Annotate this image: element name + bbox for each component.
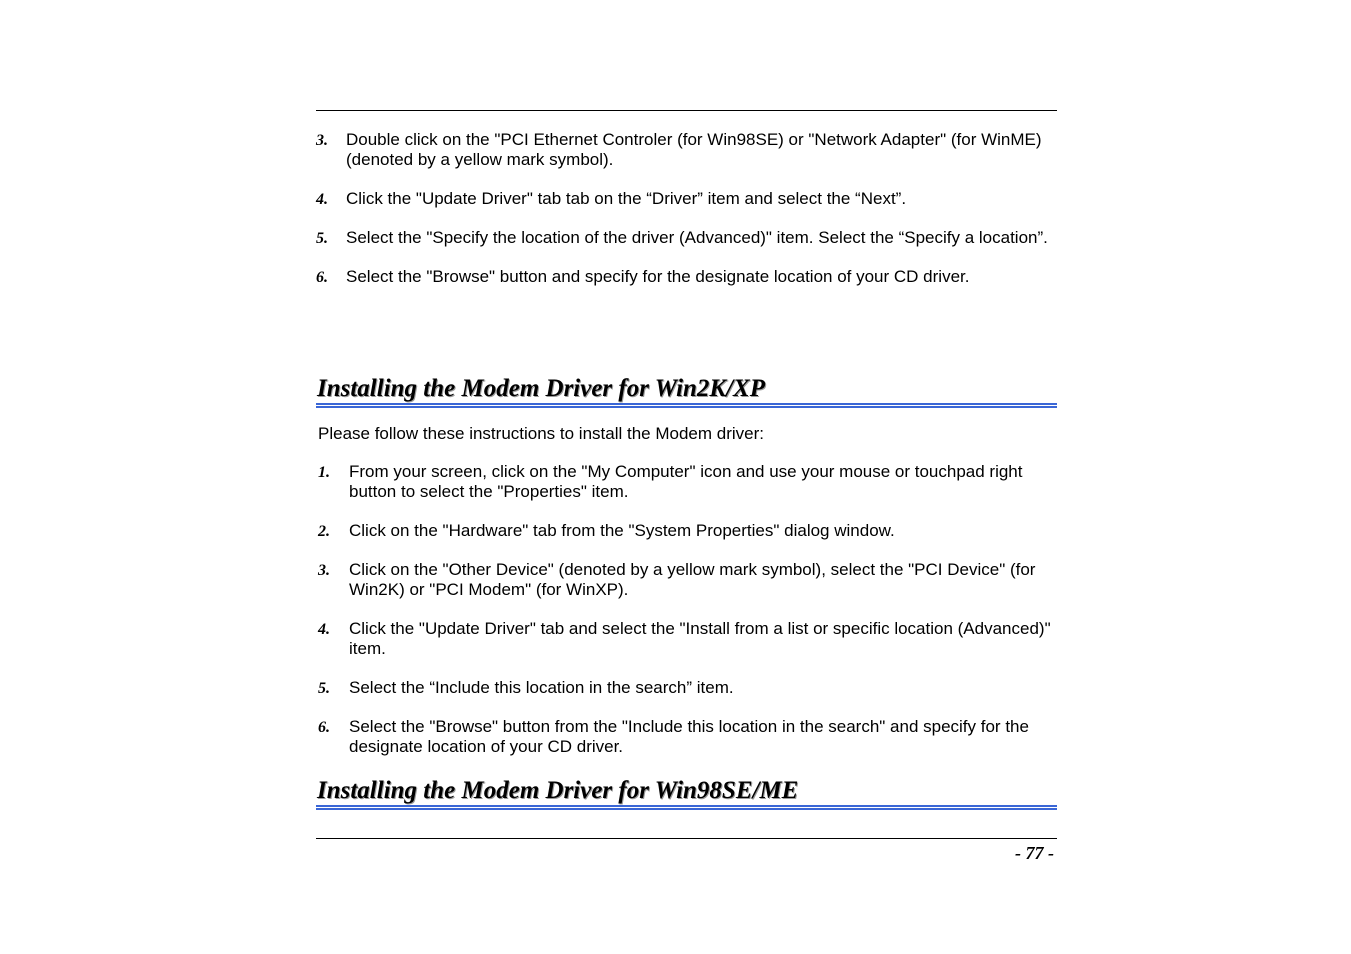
- step-text: Select the “Include this location in the search” item.: [349, 678, 734, 697]
- list-item: [316, 560, 1057, 600]
- step-text: Click the "Update Driver" tab tab on the “Driver” item and select the “Next”.: [346, 189, 907, 208]
- step-text: Click on the "Other Device" (denoted by a yellow mark symbol), select the "PCI Device" (for Win2K) or "PCI Modem" (for WinXP).: [349, 560, 1036, 599]
- list-item: [316, 267, 1057, 287]
- win98-network-steps: [316, 130, 1057, 306]
- step-text: Double click on the "PCI Ethernet Controler (for Win98SE) or "Network Adapter" (for WinME) (denoted by a yellow mark symbol).: [346, 130, 1042, 169]
- step-text: Select the "Browse" button from the "Include this location in the search" and specify for the designate location of your CD driver.: [349, 717, 1029, 756]
- step-text: From your screen, click on the "My Computer" icon and use your mouse or touchpad right button to select the "Properties" item.: [349, 462, 1023, 501]
- heading-underline: [316, 805, 1057, 810]
- footer-rule: [316, 838, 1057, 839]
- page-number: - 77 -: [1015, 843, 1054, 863]
- intro-text: Please follow these instructions to install the Modem driver:: [318, 424, 764, 443]
- step-number: 4.: [318, 621, 330, 638]
- list-item: [316, 521, 1057, 541]
- win2k-modem-steps: [316, 462, 1057, 776]
- step-text: Select the "Specify the location of the driver (Advanced)" item. Select the “Specify a location”.: [346, 228, 1048, 247]
- list-item: [316, 717, 1057, 757]
- heading-underline: [316, 403, 1057, 408]
- section-title: Installing the Modem Driver for Win98SE/ME: [317, 777, 799, 804]
- list-item: [316, 619, 1057, 659]
- section-title: Installing the Modem Driver for Win2K/XP: [317, 375, 765, 402]
- step-number: 6.: [318, 719, 330, 736]
- step-number: 3.: [318, 562, 330, 579]
- list-item: [316, 678, 1057, 698]
- step-text: Click on the "Hardware" tab from the "System Properties" dialog window.: [349, 521, 895, 540]
- step-number: 5.: [318, 680, 330, 697]
- header-rule: [316, 110, 1057, 111]
- list-item: [316, 228, 1057, 248]
- step-number: 4.: [316, 191, 328, 208]
- step-number: 3.: [316, 132, 328, 149]
- step-text: Select the "Browse" button and specify for the designate location of your CD driver.: [346, 267, 970, 286]
- list-item: [316, 130, 1057, 170]
- step-number: 6.: [316, 269, 328, 286]
- document-page: [316, 0, 1057, 954]
- section-heading-win2k: [316, 374, 1057, 410]
- step-number: 5.: [316, 230, 328, 247]
- step-text: Click the "Update Driver" tab and select the "Install from a list or specific location (Advanced)" item.: [349, 619, 1051, 658]
- step-number: 1.: [318, 464, 330, 481]
- step-number: 2.: [318, 523, 330, 540]
- list-item: [316, 189, 1057, 209]
- section-heading-win98: [316, 776, 1057, 812]
- list-item: [316, 462, 1057, 502]
